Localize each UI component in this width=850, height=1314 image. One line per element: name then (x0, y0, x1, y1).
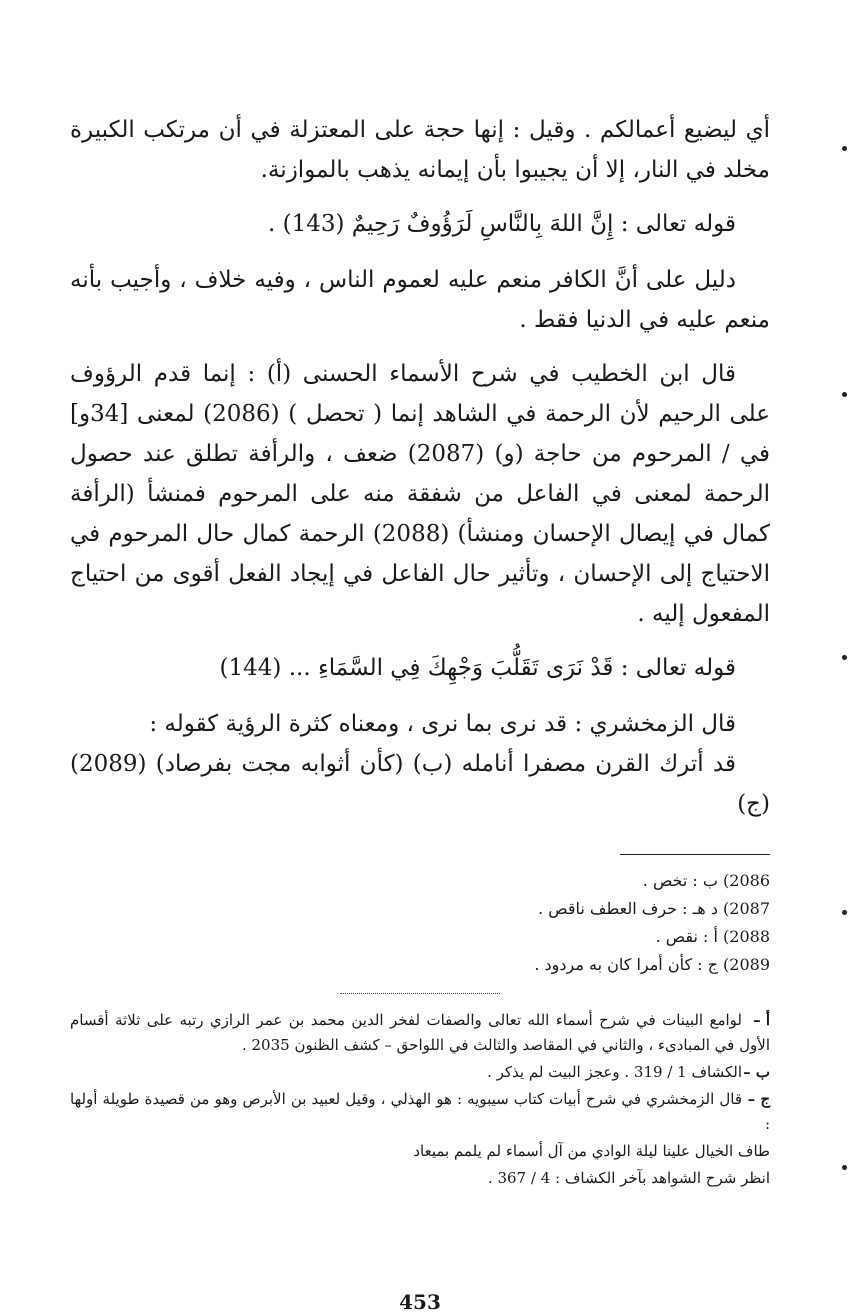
paragraph-4 (70, 704, 770, 824)
main-text (70, 110, 770, 824)
footnote-text: الكشاف 1 / 319 . وعجز البيت لم يذكر . (487, 1063, 742, 1081)
paragraph-3: قال ابن الخطيب في شرح الأسماء الحسنى (أ) : إنما قدم الرؤوف على الرحيم لأن الرحمة في الشاهد إنما ( تحصل ) (2086) لمعنى [34و] في / المرحوم من حاجة (و) (2087) ضعف ، والرأفة تطلق عند حصول الرحمة لمعنى في الفاعل من شفقة منه على المرحوم فمنشأ (الرأفة كمال في إيصال الإحسان ومنشأ) (2088) الرحمة كمال حال المرحوم في الاحتياج إلى الإحسان ، وتأثير حال الفاعل في إيجاد الفعل أقوى من احتياج المفعول إليه . (70, 361, 771, 627)
dotted-separator (340, 993, 500, 994)
footnote-alif (70, 1008, 770, 1058)
paragraph-2: دليل على أنَّ الكافر منعم عليه لعموم الناس ، وفيه خلاف ، وأجيب بأنه منعم عليه في الدنيا فقط . (70, 267, 770, 333)
quran-verse-143: قوله تعالى : إِنَّ اللهَ بِالنَّاسِ لَرَؤُوفٌ رَحِيمٌ (143) . (267, 211, 736, 237)
scan-mark (842, 910, 847, 915)
footnote-text: لوامع البينات في شرح أسماء الله تعالى والصفات لفخر الدين محمد بن عمر الرازي رتبه على ثلاثة أقسام الأول في المبادىء ، والثاني في المقاصد والثالث في اللواحق – كشف الظنون 2035 . (70, 1011, 770, 1054)
lettered-footnotes (70, 1008, 770, 1191)
scan-mark (842, 655, 847, 660)
scan-mark (842, 392, 847, 397)
poem-line: قد أترك القرن مصفرا أنامله (ب) (كأن أثوابه مجت بفرصاد) (2089) (ج) (70, 751, 770, 817)
footnote-2086: 2086) ب : تخص . (642, 871, 770, 890)
footnote-mark: ج – (747, 1090, 770, 1108)
footnote-separator (620, 854, 770, 855)
footnote-reference: انظر شرح الشواهد بآخر الكشاف : 4 / 367 . (487, 1169, 770, 1187)
scan-mark (842, 146, 847, 151)
numbered-footnotes (70, 867, 770, 979)
footnote-2088: 2088) أ : نقص . (655, 927, 770, 946)
quran-verse-144: قوله تعالى : قَدْ نَرَى تَقَلُّبَ وَجْهِكَ فِي السَّمَاءِ ... (144) (219, 655, 736, 681)
document-page (70, 110, 771, 1314)
zamakhshari-quote: قال الزمخشري : قد نرى بما نرى ، ومعناه كثرة الرؤية كقوله : (149, 711, 736, 737)
footnote-ba (70, 1060, 770, 1085)
footnote-2089: 2089) ج : كأن أمرا كان به مردود . (534, 955, 770, 974)
footnote-poem-line: طاف الخيال علينا ليلة الوادي من آل أسماء لم يلمم بميعاد (413, 1142, 770, 1160)
footnote-mark: ب – (743, 1063, 770, 1081)
footnote-mark: أ – (753, 1011, 770, 1029)
footnote-text: قال الزمخشري في شرح أبيات كتاب سيبويه : هو الهذلي ، وقيل لعبيد بن الأبرص وهو من قصيدة طويلة أولها : (70, 1090, 770, 1133)
footnote-2087: 2087) د هـ : حرف العطف ناقص . (538, 899, 770, 918)
scan-mark (842, 1165, 847, 1170)
footnote-jim (70, 1087, 770, 1137)
paragraph-1: أي ليضيع أعمالكم . وقيل : إنها حجة على المعتزلة في أن مرتكب الكبيرة مخلد في النار، إلا أن يجيبوا بأن إيمانه يذهب بالموازنة. (70, 117, 770, 183)
page-number: 453 (399, 1290, 441, 1314)
